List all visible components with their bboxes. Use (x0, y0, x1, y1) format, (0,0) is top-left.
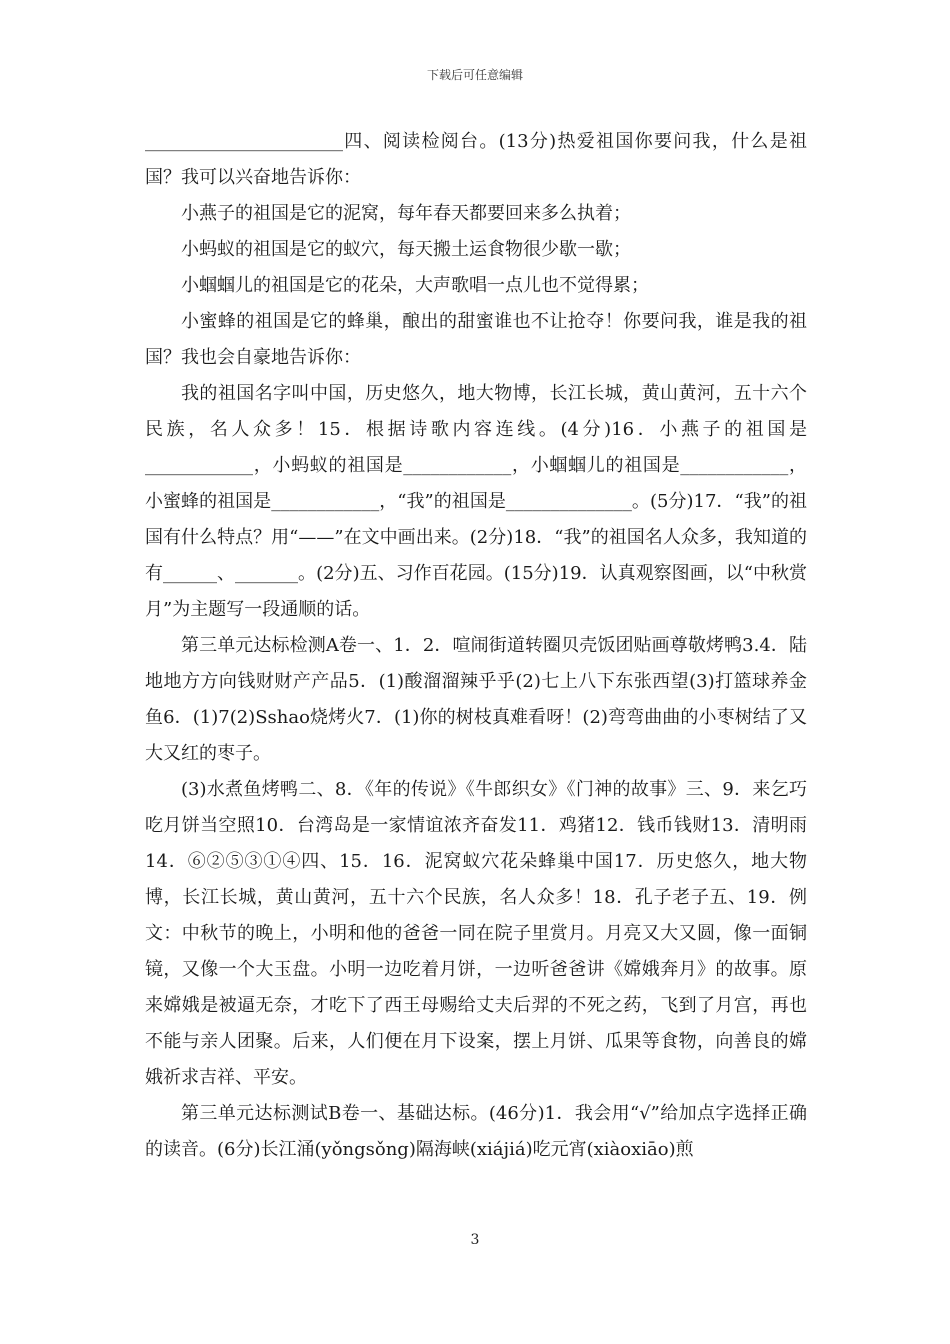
paragraph-test-b-intro: 第三单元达标测试B卷一、基础达标。(46分)1．我会用“√”给加点字选择正确的读音。(6分)长江涌(yǒngsǒng)隔海峡(xiájiá)吃元宵(xiàoxiāo)煎 (145, 1103, 807, 1160)
paragraph-poem-swallow: 小燕子的祖国是它的泥窝，每年春天都要回来多么执着； (181, 203, 631, 224)
paragraph-questions: 我的祖国名字叫中国，历史悠久，地大物博，长江长城，黄山黄河，五十六个民族，名人众多！15．根据诗歌内容连线。(4分)16．小燕子的祖国是____________，小蚂蚁的祖国是____________，小蝈蝈儿的祖国是____________，小蜜蜂的祖国是____________，“我”的祖国是______________。(5分)17．“我”的祖国有什么特点？用“——”在文中画出来。(2分)18．“我”的祖国名人众多，我知道的有______、_______。(2分)五、习作百花园。(15分)19．认真观察图画，以“中秋赏月”为主题写一段通顺的话。 (145, 383, 807, 620)
paragraph-poem-katydid: 小蝈蝈儿的祖国是它的花朵，大声歌唱一点儿也不觉得累； (181, 275, 649, 296)
paragraph-answers-a-part2: (3)水煮鱼烤鸭二、8．《年的传说》《牛郎织女》《门神的故事》三、9．来乞巧吃月饼当空照10．台湾岛是一家情谊浓齐奋发11．鸡猪12．钱币钱财13．清明雨14．⑥②⑤③①④四、15．16．泥窝蚁穴花朵蜂巢中国17．历史悠久，地大物博，长江长城，黄山黄河，五十六个民族，名人众多！18．孔子老子五、19．例文：中秋节的晚上，小明和他的爸爸一同在院子里赏月。月亮又大又圆，像一面铜镜，又像一个大玉盘。小明一边吃着月饼，一边听爸爸讲《嫦娥奔月》的故事。原来嫦娥是被逼无奈，才吃下了西王母赐给丈夫后羿的不死之药，飞到了月宫，再也不能与亲人团聚。后来，人们便在月下设案，摆上月饼、瓜果等食物，向善良的嫦娥祈求吉祥、平安。 (145, 779, 807, 1088)
document-body (145, 124, 807, 1168)
page-header: 下载后可任意编辑 (426, 68, 523, 82)
page-number: 3 (470, 1232, 480, 1248)
paragraph-answers-a-part1: 第三单元达标检测A卷一、1．2．喧闹街道转圈贝壳饭团贴画尊敬烤鸭3.4．陆地地方方向钱财财产产品5．(1)酸溜溜辣乎乎(2)七上八下东张西望(3)打篮球养金鱼6．(1)7(2)Sshao烧烤火7．(1)你的树枝真难看呀！(2)弯弯曲曲的小枣树结了又大又红的枣子。 (145, 635, 807, 764)
paragraph-poem-ant: 小蚂蚁的祖国是它的蚁穴，每天搬土运食物很少歇一歇； (181, 239, 631, 260)
paragraph-reading-intro: ______________________四、阅读检阅台。(13分)热爱祖国你要问我，什么是祖国？我可以兴奋地告诉你： (145, 131, 807, 188)
paragraph-poem-bee: 小蜜蜂的祖国是它的蜂巢，酿出的甜蜜谁也不让抢夺！你要问我，谁是我的祖国？我也会自豪地告诉你： (145, 311, 807, 368)
